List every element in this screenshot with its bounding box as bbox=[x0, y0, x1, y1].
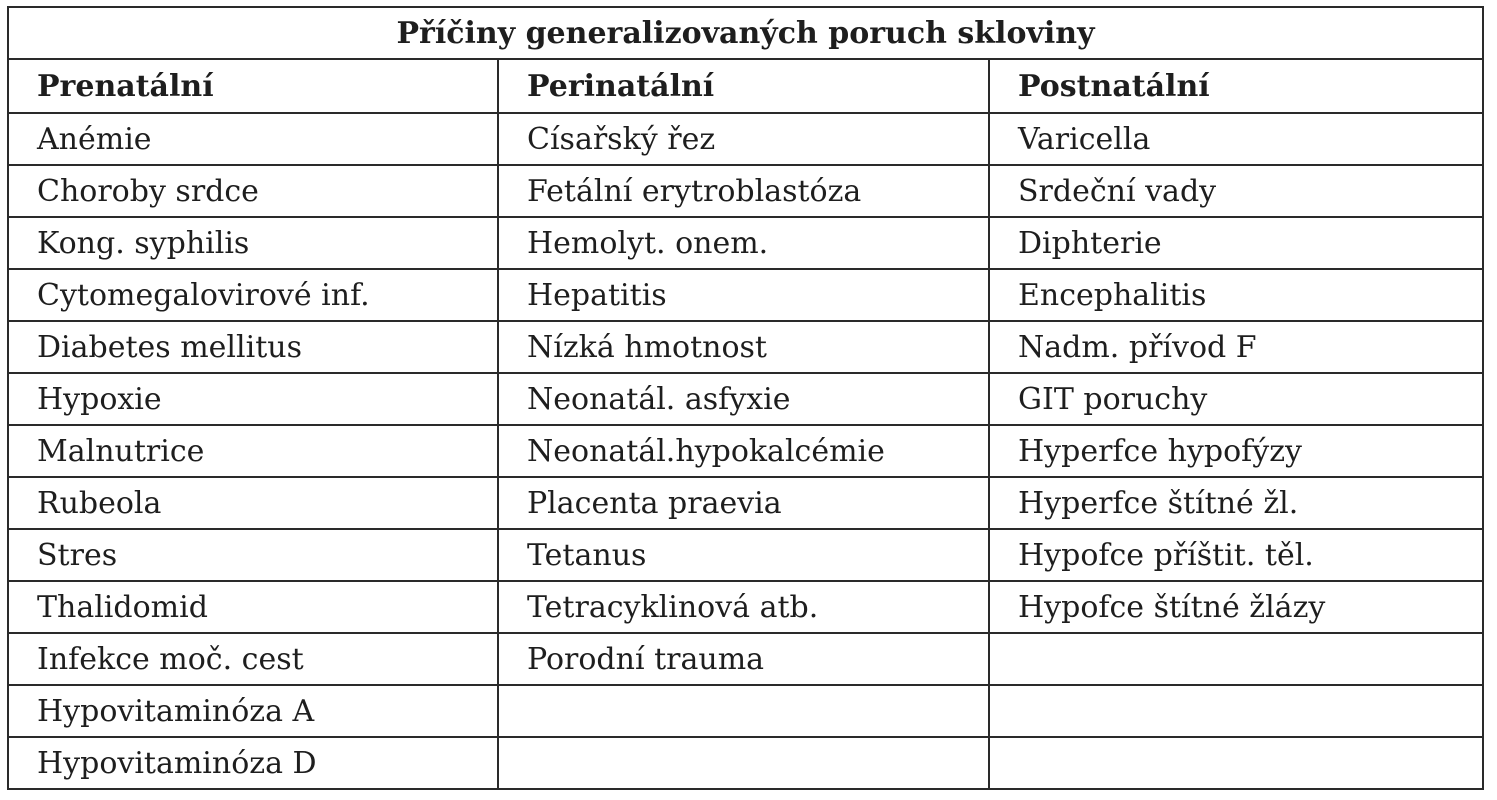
table-cell-prenatal: Kong. syphilis bbox=[8, 217, 498, 269]
table-cell-postnatal: Diphterie bbox=[989, 217, 1483, 269]
table-cell-perinatal: Císařský řez bbox=[498, 113, 989, 165]
column-header-perinatal: Perinatální bbox=[498, 59, 989, 113]
table-cell-postnatal: Hyperfce štítné žl. bbox=[989, 477, 1483, 529]
table-cell-postnatal: GIT poruchy bbox=[989, 373, 1483, 425]
table-cell-perinatal: Neonatál. asfyxie bbox=[498, 373, 989, 425]
table-cell-postnatal: Varicella bbox=[989, 113, 1483, 165]
table-cell-prenatal: Thalidomid bbox=[8, 581, 498, 633]
table-cell-perinatal: Porodní trauma bbox=[498, 633, 989, 685]
table-row bbox=[8, 165, 1483, 217]
table-cell-postnatal: Hypofce štítné žlázy bbox=[989, 581, 1483, 633]
table-row bbox=[8, 269, 1483, 321]
causes-table bbox=[7, 6, 1484, 790]
table-cell-prenatal: Cytomegalovirové inf. bbox=[8, 269, 498, 321]
table-row bbox=[8, 373, 1483, 425]
table-cell-prenatal: Stres bbox=[8, 529, 498, 581]
table-cell-prenatal: Rubeola bbox=[8, 477, 498, 529]
column-header-prenatal: Prenatální bbox=[8, 59, 498, 113]
table-row bbox=[8, 633, 1483, 685]
table-cell-prenatal: Hypovitaminóza D bbox=[8, 737, 498, 789]
table-cell-postnatal bbox=[989, 633, 1483, 685]
table-row bbox=[8, 477, 1483, 529]
table-title-row bbox=[8, 7, 1483, 59]
table-header-row bbox=[8, 59, 1483, 113]
column-header-postnatal: Postnatální bbox=[989, 59, 1483, 113]
table-cell-perinatal bbox=[498, 737, 989, 789]
table-cell-prenatal: Hypovitaminóza A bbox=[8, 685, 498, 737]
table-cell-prenatal: Diabetes mellitus bbox=[8, 321, 498, 373]
table-title: Příčiny generalizovaných poruch skloviny bbox=[8, 7, 1483, 59]
table-row bbox=[8, 581, 1483, 633]
table-cell-perinatal: Hemolyt. onem. bbox=[498, 217, 989, 269]
table-cell-prenatal: Hypoxie bbox=[8, 373, 498, 425]
table-cell-postnatal: Srdeční vady bbox=[989, 165, 1483, 217]
table-cell-prenatal: Anémie bbox=[8, 113, 498, 165]
table-cell-perinatal: Neonatál.hypokalcémie bbox=[498, 425, 989, 477]
table-cell-postnatal: Encephalitis bbox=[989, 269, 1483, 321]
table-cell-perinatal: Fetální erytroblastóza bbox=[498, 165, 989, 217]
table-body bbox=[8, 113, 1483, 789]
table-cell-postnatal bbox=[989, 737, 1483, 789]
table-cell-postnatal: Hyperfce hypofýzy bbox=[989, 425, 1483, 477]
table-row bbox=[8, 425, 1483, 477]
table-cell-perinatal: Nízká hmotnost bbox=[498, 321, 989, 373]
table-cell-postnatal: Hypofce příštit. těl. bbox=[989, 529, 1483, 581]
table-cell-postnatal: Nadm. přívod F bbox=[989, 321, 1483, 373]
table-row bbox=[8, 737, 1483, 789]
table-row bbox=[8, 685, 1483, 737]
table-row bbox=[8, 217, 1483, 269]
table-cell-perinatal: Tetracyklinová atb. bbox=[498, 581, 989, 633]
table-cell-prenatal: Infekce moč. cest bbox=[8, 633, 498, 685]
table-cell-postnatal bbox=[989, 685, 1483, 737]
table-cell-perinatal: Tetanus bbox=[498, 529, 989, 581]
table-row bbox=[8, 529, 1483, 581]
table-cell-perinatal: Hepatitis bbox=[498, 269, 989, 321]
table-cell-prenatal: Malnutrice bbox=[8, 425, 498, 477]
table-cell-perinatal: Placenta praevia bbox=[498, 477, 989, 529]
table-row bbox=[8, 321, 1483, 373]
table-cell-prenatal: Choroby srdce bbox=[8, 165, 498, 217]
table-row bbox=[8, 113, 1483, 165]
table-cell-perinatal bbox=[498, 685, 989, 737]
